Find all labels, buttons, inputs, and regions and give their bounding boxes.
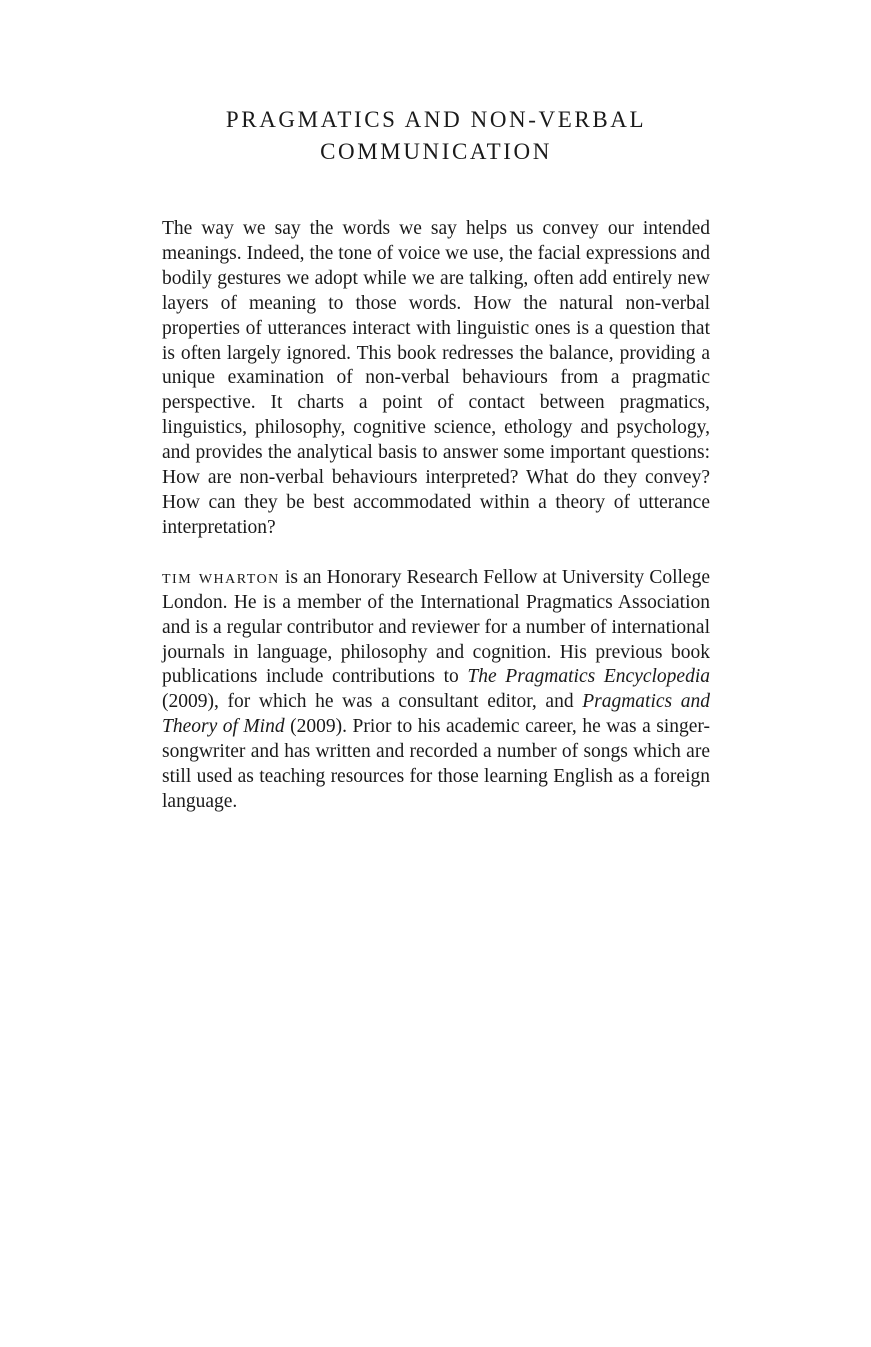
book-year-1: (2009) [162,691,214,713]
book-year-2: (2009) [284,716,343,738]
title-line-2: COMMUNICATION [320,139,552,164]
bio-text-1: is an Honorary Research Fellow at University College London. He is a member of the International Pragmatics Association and is a regular contributor and reviewer for a number of international journals in language, philosophy and cognition. His previous book publications include contributions to [162,566,710,688]
bio-text-3: . Prior to his academic career, he was a singer-songwriter and has written and recorded a number of songs which are still used as teaching resources for those learning English as a foreign language. [162,716,710,812]
book-title-encyclopedia: The Pragmatics Encyclopedia [467,666,710,688]
title-line-1: PRAGMATICS AND NON-VERBAL [225,107,647,132]
bio-text-2: , for which he was a consultant editor, and [214,691,583,713]
book-blurb: The way we say the words we say helps us convey our intended meanings. Indeed, the tone of voice we use, the facial expressions and bodily gestures we adopt while we are talking, often add entirely new layers of meaning to those words. How the natural non-verbal properties of utterances interact with linguistic ones is a question that is often largely ignored. This book redresses the balance, providing a unique examination of non-verbal behaviours from a pragmatic perspective. It charts a point of contact between pragmatics, linguistics, philosophy, cognitive science, ethology and psychology, and provides the analytical basis to answer some important questions: How are non-verbal behaviours interpreted? What do they convey? How can they be best accommodated within a theory of utterance interpretation? [162,218,710,538]
author-name: tim wharton [162,566,280,588]
author-bio [162,566,710,815]
book-title-theory-of-mind: Pragmatics and Theory of Mind [162,691,710,738]
page-title [162,104,710,168]
book-page [162,104,710,815]
